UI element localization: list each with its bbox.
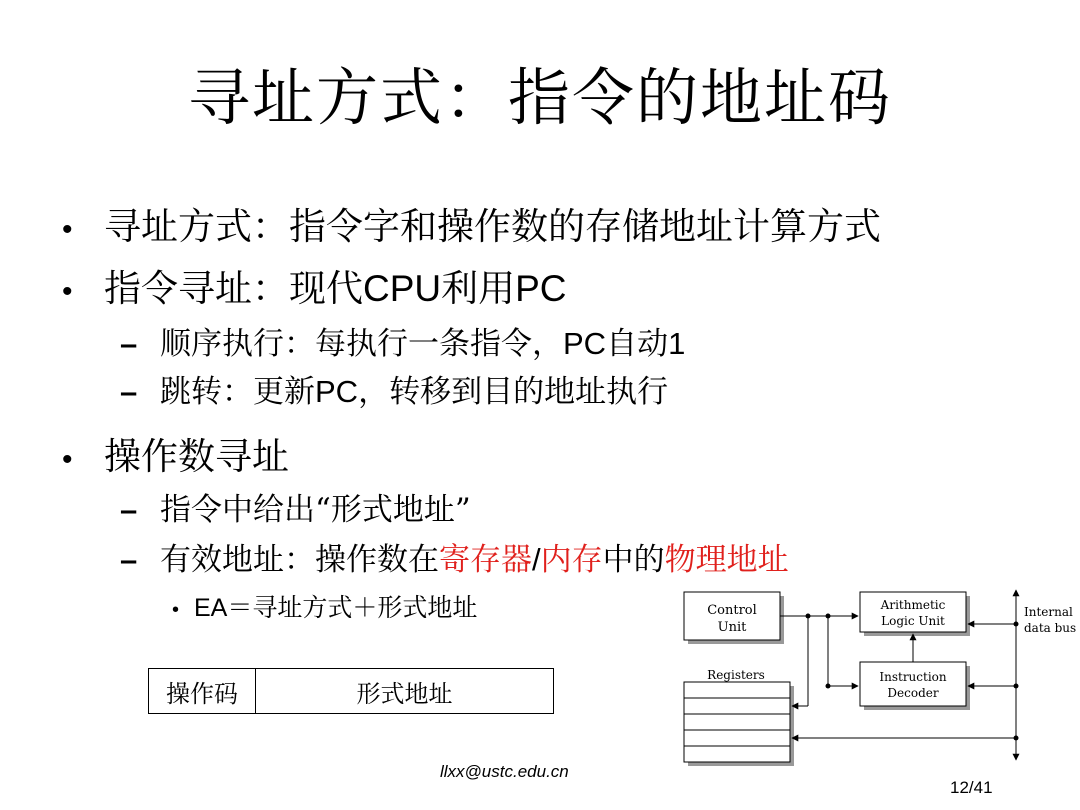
dash-marker: – [120,326,138,361]
sub-text-one: 1 [668,326,686,361]
bullet-text-mid: 利用 [441,267,516,310]
dash-marker: – [120,542,138,577]
slide-title: 寻址方式：指令的地址码 [187,61,892,134]
sub-text: 指令中给出“形式地址” [160,492,471,528]
bullet-text-pc: PC [515,268,567,309]
dash-marker: – [120,374,138,409]
dash-marker: – [120,492,138,527]
ea-formula [172,588,477,624]
alu-label-2: Logic Unit [881,614,945,628]
highlight-register: 寄存器 [439,542,532,578]
opcode-cell: 操作码 [149,669,256,713]
bus-label-2: data bus [1024,621,1077,635]
decoder-block [860,662,970,710]
bullet-text-cpu: CPU [363,268,442,309]
bullet-instruction-addressing [62,258,567,312]
ea-text-ea: EA [194,594,228,622]
sub-effective-address [120,534,789,579]
registers-block [684,668,794,766]
sub-text-pc: PC [563,326,607,361]
sub-text-slash: / [532,542,541,577]
ea-text-rest: ＝寻址方式＋形式地址 [227,593,478,622]
sub-formal-address [120,484,471,529]
bullet-marker: • [62,275,73,308]
highlight-physical-address: 物理地址 [664,542,789,578]
footer-email: llxx@ustc.edu.cn [440,762,569,781]
sub-text-prefix: 顺序执行：每执行一条指令， [160,326,563,362]
sub-sequential-execution [120,318,685,363]
sub-text-pc: PC [315,374,359,409]
registers-label: Registers [707,668,765,682]
decoder-label-2: Decoder [887,686,939,700]
bullet-addressing-mode [62,196,881,250]
sub-text-p2: 中的 [602,542,665,578]
instruction-format-table [148,668,554,714]
small-bullet-marker: • [172,599,180,621]
sub-text-mid: 自动 [606,326,669,362]
sub-text-p1: 有效地址：操作数在 [160,542,439,578]
decoder-label-1: Instruction [879,670,947,684]
bullet-marker: • [62,213,73,246]
bullet-text-prefix: 指令寻址：现代 [104,267,363,310]
bullet-text: 操作数寻址 [104,435,289,478]
control-unit-label-1: Control [707,603,757,618]
alu-block [860,592,970,636]
bullet-text: 寻址方式：指令字和操作数的存储地址计算方式 [104,205,881,248]
sub-text-prefix: 跳转：更新 [160,374,315,410]
sub-text-rest: ，转移到目的地址执行 [358,374,669,410]
alu-label-1: Arithmetic [880,598,946,612]
control-unit-label-2: Unit [717,620,747,635]
bullet-marker: • [62,443,73,476]
bus-label-1: Internal [1024,605,1073,619]
cpu-block-diagram [676,586,1080,776]
address-cell: 形式地址 [356,679,453,708]
control-unit-block [684,592,784,644]
highlight-memory: 内存 [540,542,603,578]
page-number: 12/41 [950,778,993,797]
bullet-operand-addressing [62,426,289,480]
sub-jump [120,366,668,411]
